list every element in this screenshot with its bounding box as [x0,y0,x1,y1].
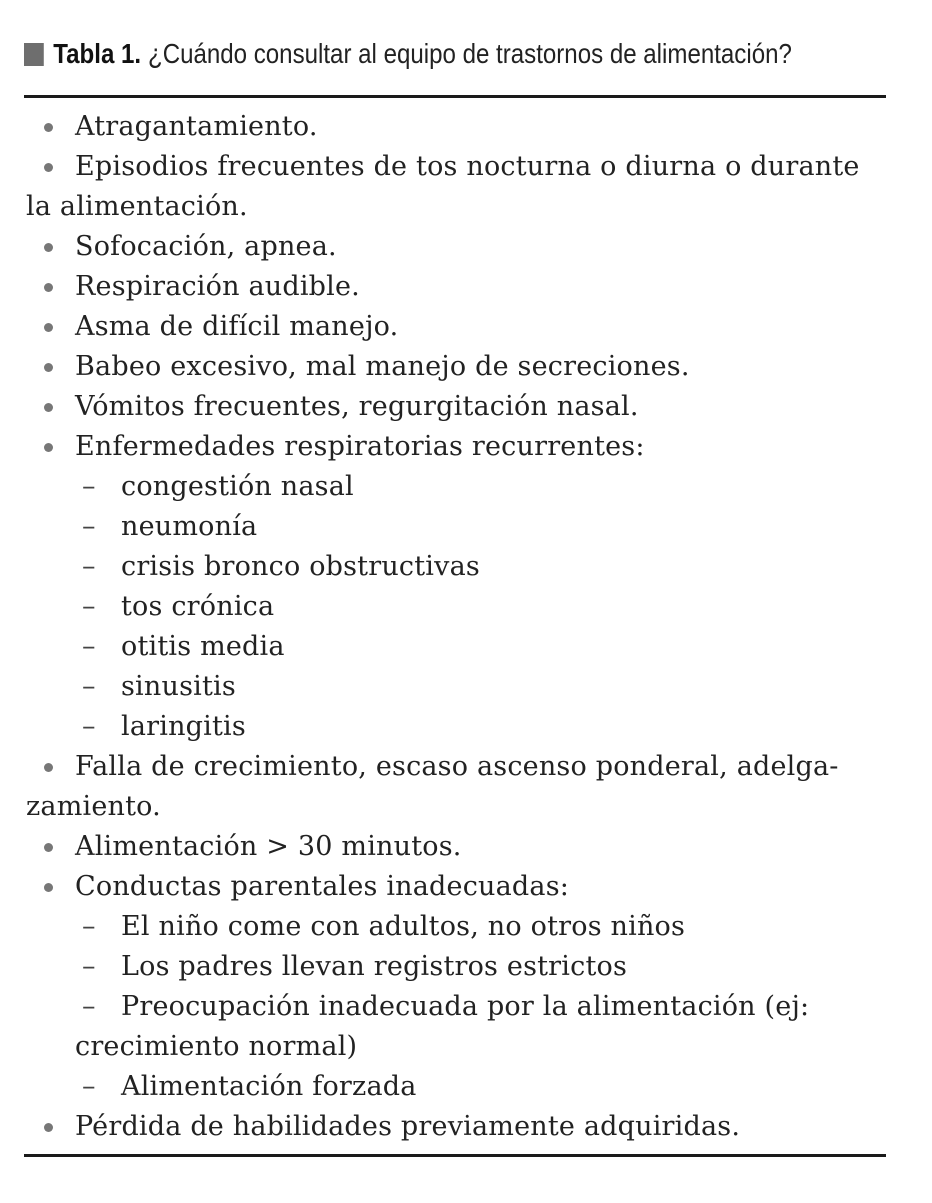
dash-icon: – [82,911,96,942]
list-item [26,827,876,867]
sub-list-item [26,707,876,747]
list-item-text: Asma de difícil manejo. [75,311,399,342]
list-item-text: Sofocación, apnea. [75,231,337,262]
list-item-text: Los padres llevan registros estrictos [121,951,628,982]
list-item-text: crecimiento normal) [75,1031,358,1062]
sub-list-item [26,587,876,627]
list-item-text: laringitis [121,711,246,742]
bullet-dot-icon [44,123,53,132]
list-item [26,307,876,347]
dash-icon: – [82,591,96,622]
list-item-text: Alimentación > 30 minutos. [75,831,462,862]
sub-list-item [26,667,876,707]
list-item-text: Episodios frecuentes de tos nocturna o diurna o durante [75,151,860,182]
table-title: ¿Cuándo consultar al equipo de trastornos de alimentación? [148,38,792,69]
sub-list-item [26,1067,876,1107]
dash-icon: – [82,511,96,542]
list-item [26,427,876,467]
table-header [24,30,792,78]
bullet-dot-icon [44,763,53,772]
list-item [26,387,876,427]
list-item [26,227,876,267]
sub-list-item [26,987,876,1027]
list-item-text: Babeo excesivo, mal manejo de secreciones. [75,351,690,382]
dash-icon: – [82,471,96,502]
list-item [26,747,876,787]
list-item-text: zamiento. [26,791,161,822]
bullet-dot-icon [44,1123,53,1132]
table-label: Tabla 1. [53,38,142,69]
list-item [26,1107,876,1147]
list-item [26,267,876,307]
bullet-dot-icon [44,843,53,852]
list-item [26,867,876,907]
bullet-dot-icon [44,403,53,412]
dash-icon: – [82,1071,96,1102]
list-item [26,107,876,147]
list-item-text: Alimentación forzada [121,1071,417,1102]
bullet-dot-icon [44,243,53,252]
list-item-text: Conductas parentales inadecuadas: [75,871,570,902]
sub-list-item [26,907,876,947]
square-bullet-icon [24,43,44,66]
dash-icon: – [82,991,96,1022]
list-item-text: Preocupación inadecuada por la alimentación (ej: [121,991,810,1022]
list-item-text: crisis bronco obstructivas [121,551,480,582]
list-item [26,347,876,387]
sub-list-item [26,507,876,547]
criteria-list [26,107,876,1147]
bullet-dot-icon [44,883,53,892]
list-item-text: Atragantamiento. [75,111,318,142]
list-item-text: la alimentación. [26,191,248,222]
sub-list-item [26,627,876,667]
list-item-text: congestión nasal [121,471,354,502]
sub-list-item [26,547,876,587]
list-item-text: otitis media [121,631,285,662]
dash-icon: – [82,551,96,582]
sub-list-item-continuation [26,1027,876,1067]
list-item-text: Pérdida de habilidades previamente adquiridas. [75,1111,741,1142]
dash-icon: – [82,671,96,702]
list-item-text: Respiración audible. [75,271,360,302]
dash-icon: – [82,711,96,742]
list-item [26,147,876,187]
bullet-dot-icon [44,443,53,452]
list-item-text: Falla de crecimiento, escaso ascenso ponderal, adelga- [75,751,839,782]
list-item-text: Vómitos frecuentes, regurgitación nasal. [75,391,639,422]
sub-list-item [26,947,876,987]
sub-list-item [26,467,876,507]
top-rule [24,95,886,98]
list-item-text: sinusitis [121,671,236,702]
bullet-dot-icon [44,363,53,372]
bullet-dot-icon [44,323,53,332]
list-item-text: El niño come con adultos, no otros niños [121,911,686,942]
list-item-text: neumonía [121,511,258,542]
list-item-text: tos crónica [121,591,275,622]
dash-icon: – [82,951,96,982]
bullet-dot-icon [44,163,53,172]
list-item-continuation [26,187,876,227]
list-item-text: Enfermedades respiratorias recurrentes: [75,431,645,462]
bullet-dot-icon [44,283,53,292]
list-item-continuation [26,787,876,827]
dash-icon: – [82,631,96,662]
bottom-rule [24,1154,886,1157]
